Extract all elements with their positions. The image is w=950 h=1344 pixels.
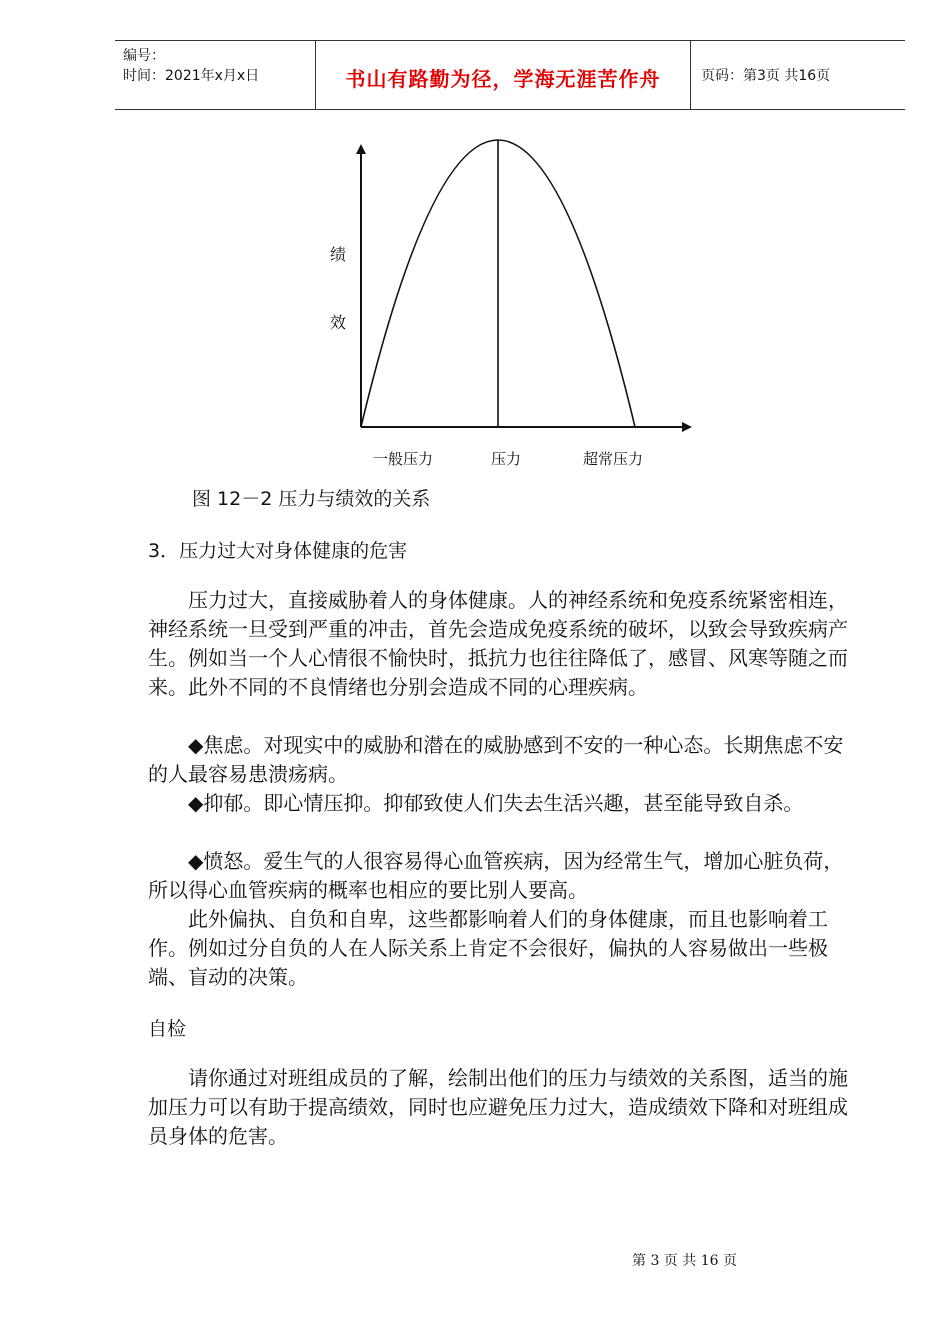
bullet-anger: ◆愤怒。爱生气的人很容易得心血管疾病，因为经常生气，增加心脏负荷，所以得心血管疾病的概率也相应的要比别人要高。 bbox=[148, 849, 844, 902]
bullet-anxiety: ◆焦虑。对现实中的威胁和潜在的威胁感到不安的一种心态。长期焦虑不安的人最容易患溃疡病。 bbox=[148, 733, 844, 786]
bullet-depression: ◆抑郁。即心情压抑。抑郁致使人们失去生活兴趣，甚至能导致自杀。 bbox=[188, 791, 804, 815]
x-label-excess-stress: 超常压力 bbox=[583, 450, 644, 468]
page-footer: 第 3 页 共 16 页 bbox=[632, 1253, 737, 1269]
x-label-stress: 压力 bbox=[491, 450, 522, 468]
y-axis-label-1: 绩 bbox=[330, 245, 347, 264]
section-heading-self-check: 自检 bbox=[148, 1018, 187, 1040]
page-header bbox=[115, 40, 905, 110]
self-check-paragraph: 请你通过对班组成员的了解，绘制出他们的压力与绩效的关系图，适当的施加压力可以有助于提高绩效，同时也应避免压力过大，造成绩效下降和对班组成员身体的危害。 bbox=[148, 1066, 848, 1148]
body-paragraph-2: 此外偏执、自负和自卑，这些都影响着人们的身体健康，而且也影响着工作。例如过分自负的人在人际关系上肯定不会很好，偏执的人容易做出一些极端、盲动的决策。 bbox=[148, 907, 828, 989]
body-paragraph-1: 压力过大，直接威胁着人的身体健康。人的神经系统和免疫系统紧密相连，神经系统一旦受到严重的冲击，首先会造成免疫系统的破坏，以致会导致疾病产生。例如当一个人心情很不愉快时，抵抗力也往往降低了，感冒、风寒等随之而来。此外不同的不良情绪也分别会造成不同的心理疾病。 bbox=[148, 588, 848, 699]
header-meta bbox=[115, 41, 315, 109]
header-page-info: 页码：第3页 共16页 bbox=[701, 68, 831, 84]
y-axis-label-2: 效 bbox=[330, 313, 347, 332]
doc-time-label: 时间：2021年x月x日 bbox=[123, 68, 260, 84]
doc-number-label: 编号： bbox=[123, 48, 165, 64]
section-heading-3: 3．压力过大对身体健康的危害 bbox=[148, 540, 408, 562]
stress-performance-figure bbox=[320, 130, 700, 480]
x-label-low-stress: 一般压力 bbox=[373, 450, 434, 468]
header-motto: 书山有路勤为径，学海无涯苦作舟 bbox=[345, 67, 661, 91]
header-motto-cell bbox=[315, 41, 691, 109]
stress-performance-chart bbox=[320, 130, 700, 480]
figure-caption: 图 12－2 压力与绩效的关系 bbox=[192, 488, 431, 510]
header-page-cell bbox=[691, 41, 905, 109]
